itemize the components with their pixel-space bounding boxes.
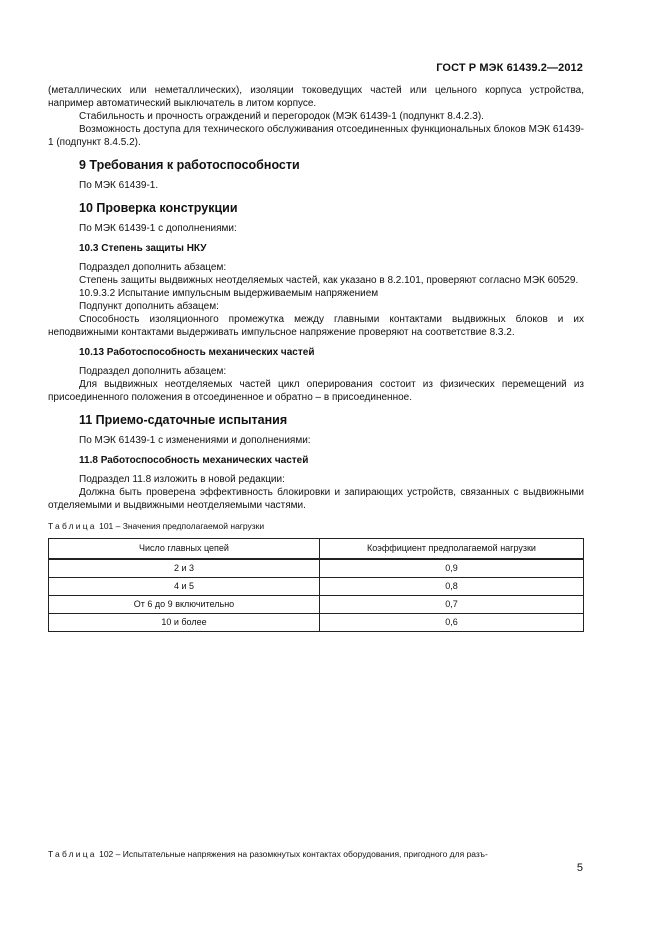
table-101 (48, 538, 584, 632)
table-row (49, 559, 584, 578)
table-caption-text: 102 – Испытательные напряжения на разомкнутых контактах оборудования, пригодного для разъ- (96, 849, 488, 859)
document-body (48, 84, 584, 632)
paragraph: Способность изоляционного промежутка между главными контактами выдвижных блоков и их неподвижными контактами выдерживать импульсное напряжение проверяют на соответствие 8.3.2. (48, 314, 584, 338)
table-102-caption (48, 849, 584, 860)
table-row (49, 614, 584, 632)
table-101-caption (48, 521, 584, 532)
section-11-heading: 11 Приемо-сдаточные испытания (79, 413, 288, 427)
page-number: 5 (576, 862, 583, 874)
table-cell: 0,9 (320, 559, 584, 578)
table-caption-word: Таблица (48, 521, 97, 531)
table-cell: 10 и более (49, 614, 320, 632)
table-cell: 0,6 (320, 614, 584, 632)
paragraph: (металлических или неметаллических), изоляции токоведущих частей или цельного корпуса устройства, например автоматический выключатель в литом корпусе. (48, 85, 584, 109)
table-caption-text: 101 – Значения предполагаемой нагрузки (96, 521, 265, 531)
table-header-cell: Коэффициент предполагаемой нагрузки (320, 539, 584, 560)
paragraph: По МЭК 61439-1 с дополнениями: (79, 223, 237, 234)
table-row (49, 596, 584, 614)
paragraph: Степень защиты выдвижных неотделяемых частей, как указано в 8.2.101, проверяют согласно МЭК 60529. (79, 275, 579, 286)
table-cell: 2 и 3 (49, 559, 320, 578)
paragraph: Подпункт дополнить абзацем: (79, 301, 219, 312)
paragraph: По МЭК 61439-1 с изменениями и дополнениями: (79, 435, 311, 446)
paragraph: По МЭК 61439-1. (79, 180, 159, 191)
paragraph: Подраздел дополнить абзацем: (79, 366, 227, 377)
table-cell: 4 и 5 (49, 578, 320, 596)
table-header-row (49, 539, 584, 560)
section-10-heading: 10 Проверка конструкции (79, 201, 238, 215)
paragraph: Должна быть проверена эффективность блокировки и запирающих устройств, связанных с выдвижными отделяемыми и выдвижными неотделяемыми частями. (48, 487, 584, 511)
table-cell: 0,8 (320, 578, 584, 596)
paragraph: 10.9.3.2 Испытание импульсным выдерживаемым напряжением (79, 288, 379, 299)
table-caption-word: Таблица (48, 849, 97, 859)
table-cell: От 6 до 9 включительно (49, 596, 320, 614)
document-header-id: ГОСТ Р МЭК 61439.2—2012 (436, 62, 583, 74)
table-row (49, 578, 584, 596)
paragraph: Стабильность и прочность ограждений и перегородок (МЭК 61439-1 (подпункт 8.4.2.3). (79, 111, 484, 122)
table-cell: 0,7 (320, 596, 584, 614)
paragraph: Подраздел дополнить абзацем: (79, 262, 227, 273)
paragraph: Возможность доступа для технического обслуживания отсоединенных функциональных блоков МЭК 61439-1 (подпункт 8.4.5.2). (48, 124, 584, 148)
paragraph: Для выдвижных неотделяемых частей цикл оперирования состоит из физических перемещений из присоединенного положения в отсоединенное и обратно – в присоединенное. (48, 379, 584, 403)
section-10-3-heading: 10.3 Степень защиты НКУ (79, 243, 207, 254)
section-10-13-heading: 10.13 Работоспособность механических частей (79, 347, 315, 358)
paragraph: Подраздел 11.8 изложить в новой редакции: (79, 474, 285, 485)
section-11-8-heading: 11.8 Работоспособность механических частей (79, 455, 309, 466)
section-9-heading: 9 Требования к работоспособности (79, 158, 300, 172)
table-header-cell: Число главных цепей (49, 539, 320, 560)
